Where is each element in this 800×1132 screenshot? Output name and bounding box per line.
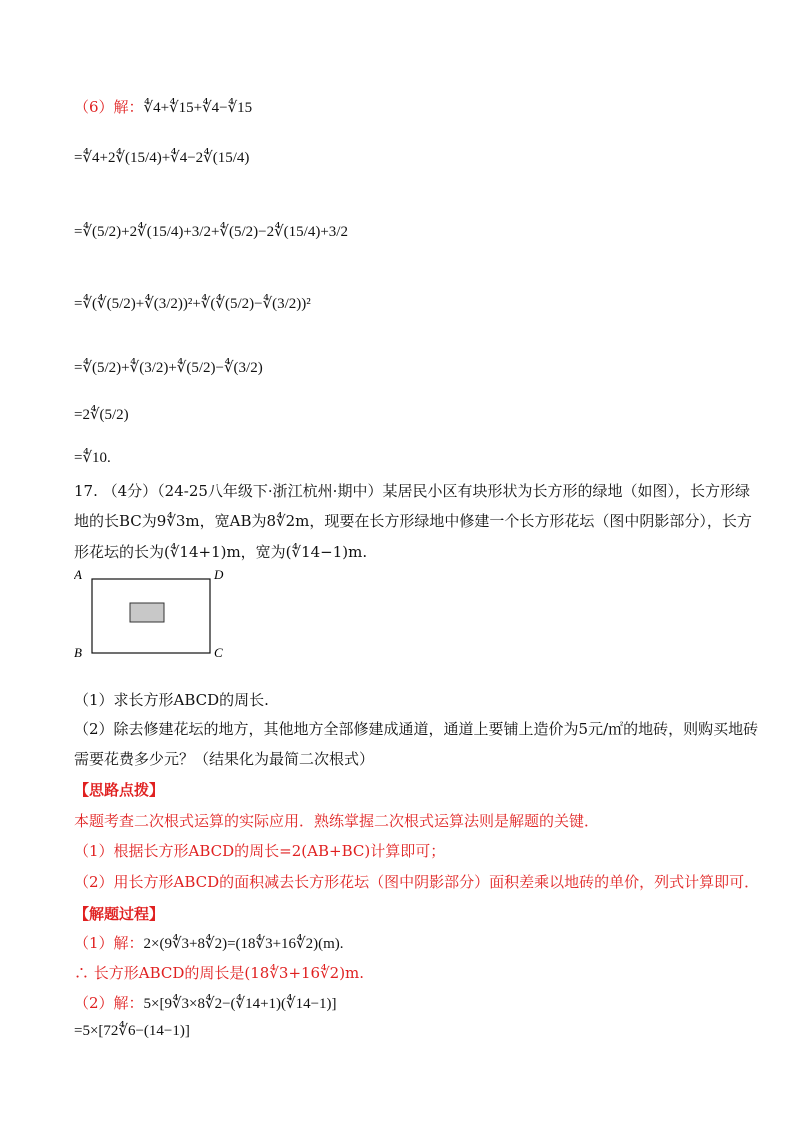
part6-line-3: =∜(5/2)+2∜(15/4)+3/2+∜(5/2)−2∜(15/4)+3/2 xyxy=(74,224,348,240)
label-C: C xyxy=(214,645,223,660)
question-2-line-1: （2）除去修建花坛的地方，其他地方全部修建成通道，通道上要铺上造价为5元/㎡的地砖，则购买地砖 xyxy=(74,720,759,738)
question-1: （1）求长方形ABCD的周长. xyxy=(74,691,269,709)
part6-line-6: =2∜(5/2) xyxy=(74,407,129,423)
part6-label: （6）解： xyxy=(74,98,144,116)
label-D: D xyxy=(214,567,224,582)
label-A: A xyxy=(74,567,82,582)
hint-text-3: （2）用长方形ABCD的面积减去长方形花坛（图中阴影部分）面积差乘以地砖的单价，列式计算即可． xyxy=(74,873,760,891)
solution-1-label: （1）解： xyxy=(74,934,144,952)
hint-title: 【思路点拨】 xyxy=(74,781,165,799)
part6-line-1 xyxy=(74,96,252,117)
question-2-line-2: 需要花费多少元？（结果化为最简二次根式） xyxy=(74,750,375,768)
solution-2-label: （2）解： xyxy=(74,994,144,1012)
part6-line-5: =∜(5/2)+∜(3/2)+∜(5/2)−∜(3/2) xyxy=(74,360,263,376)
part6-line-2: =∜4+2∜(15/4)+∜4−2∜(15/4) xyxy=(74,150,250,166)
part6-expression: ∜4+∜15+∜4−∜15 xyxy=(143,100,253,116)
hint-text-1: 本题考查二次根式运算的实际应用．熟练掌握二次根式运算法则是解题的关键． xyxy=(74,812,600,830)
problem17-text-3: 形花坛的长为(∜14+1)m，宽为(∜14−1)m. xyxy=(74,543,368,561)
problem17-text-2: 地的长BC为9∜3m，宽AB为8∜2m，现要在长方形绿地中修建一个长方形花坛（图中阴影部分），长方 xyxy=(74,512,752,530)
problem17-text-1: 17. （4分）（24-25八年级下·浙江杭州·期中）某居民小区有块形状为长方形的绿地（如图），长方形绿 xyxy=(74,482,750,500)
label-B: B xyxy=(74,645,82,660)
solution-line-1 xyxy=(74,932,344,953)
solution-line-4: =5×[72∜6−(14−1)] xyxy=(74,1023,190,1039)
solution-line-3 xyxy=(74,992,337,1013)
part6-line-4: =∜(∜(5/2)+∜(3/2))²+∜(∜(5/2)−∜(3/2))² xyxy=(74,296,311,312)
rectangle-figure xyxy=(74,565,234,665)
solution-1-expression: 2×(9∜3+8∜2)=(18∜3+16∜2)(m). xyxy=(143,936,344,952)
flowerbed-shaded-rectangle xyxy=(130,603,164,622)
solution-2-expression: 5×[9∜3×8∜2−(∜14+1)(∜14−1)] xyxy=(143,996,337,1012)
hint-text-2: （1）根据长方形ABCD的周长=2(AB+BC)计算即可； xyxy=(74,842,446,860)
solution-title: 【解题过程】 xyxy=(74,905,165,923)
part6-line-7: =∜10. xyxy=(74,450,111,466)
solution-line-2: ∴ 长方形ABCD的周长是(18∜3+16∜2)m. xyxy=(74,964,365,982)
